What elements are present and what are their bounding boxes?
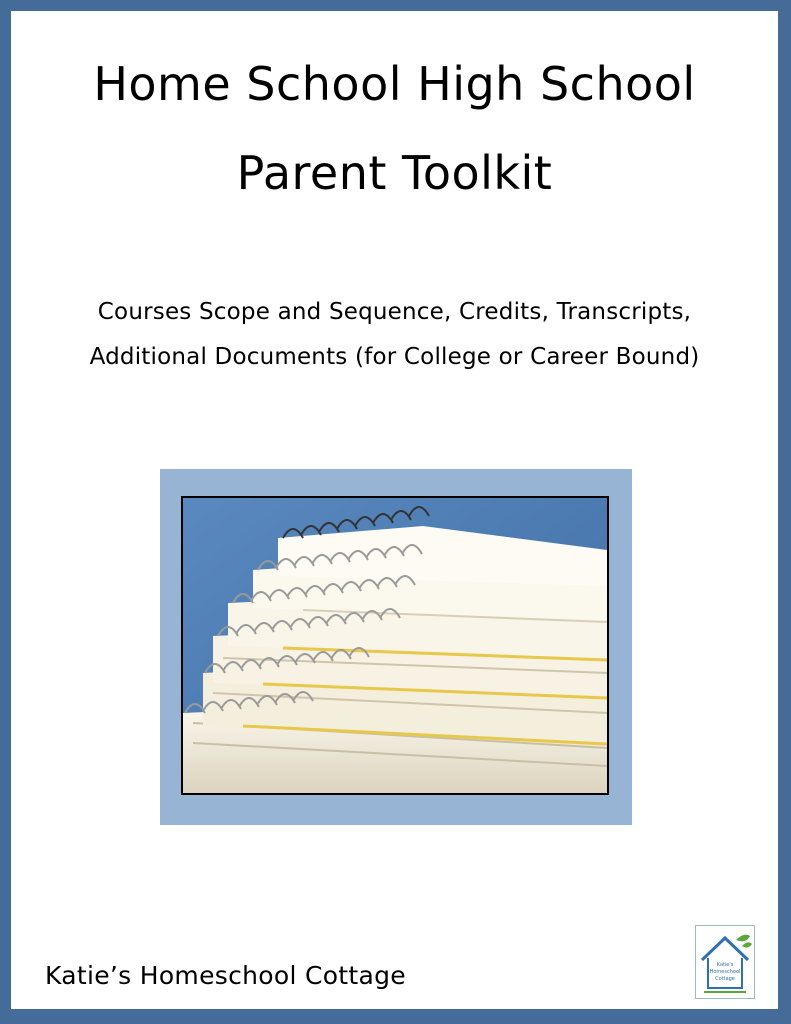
photo-mat [160, 469, 632, 825]
svg-text:Katie's: Katie's [716, 962, 734, 968]
author-name: Katie’s Homeschool Cottage [45, 961, 406, 990]
spiral-notebooks-image [181, 496, 609, 795]
notebook-stack-illustration [183, 498, 607, 793]
page-title-line-2: Parent Toolkit [236, 146, 553, 200]
page-title-line-1: Home School High School [93, 57, 696, 111]
svg-text:Homeschool: Homeschool [709, 969, 741, 975]
subtitle-line-2: Additional Documents (for College or Career Bound) [89, 344, 700, 370]
svg-text:Cottage: Cottage [715, 976, 735, 982]
cover-page [11, 11, 778, 1009]
subtitle-line-1: Courses Scope and Sequence, Credits, Transcripts, [97, 299, 692, 325]
house-logo-icon [695, 925, 755, 999]
